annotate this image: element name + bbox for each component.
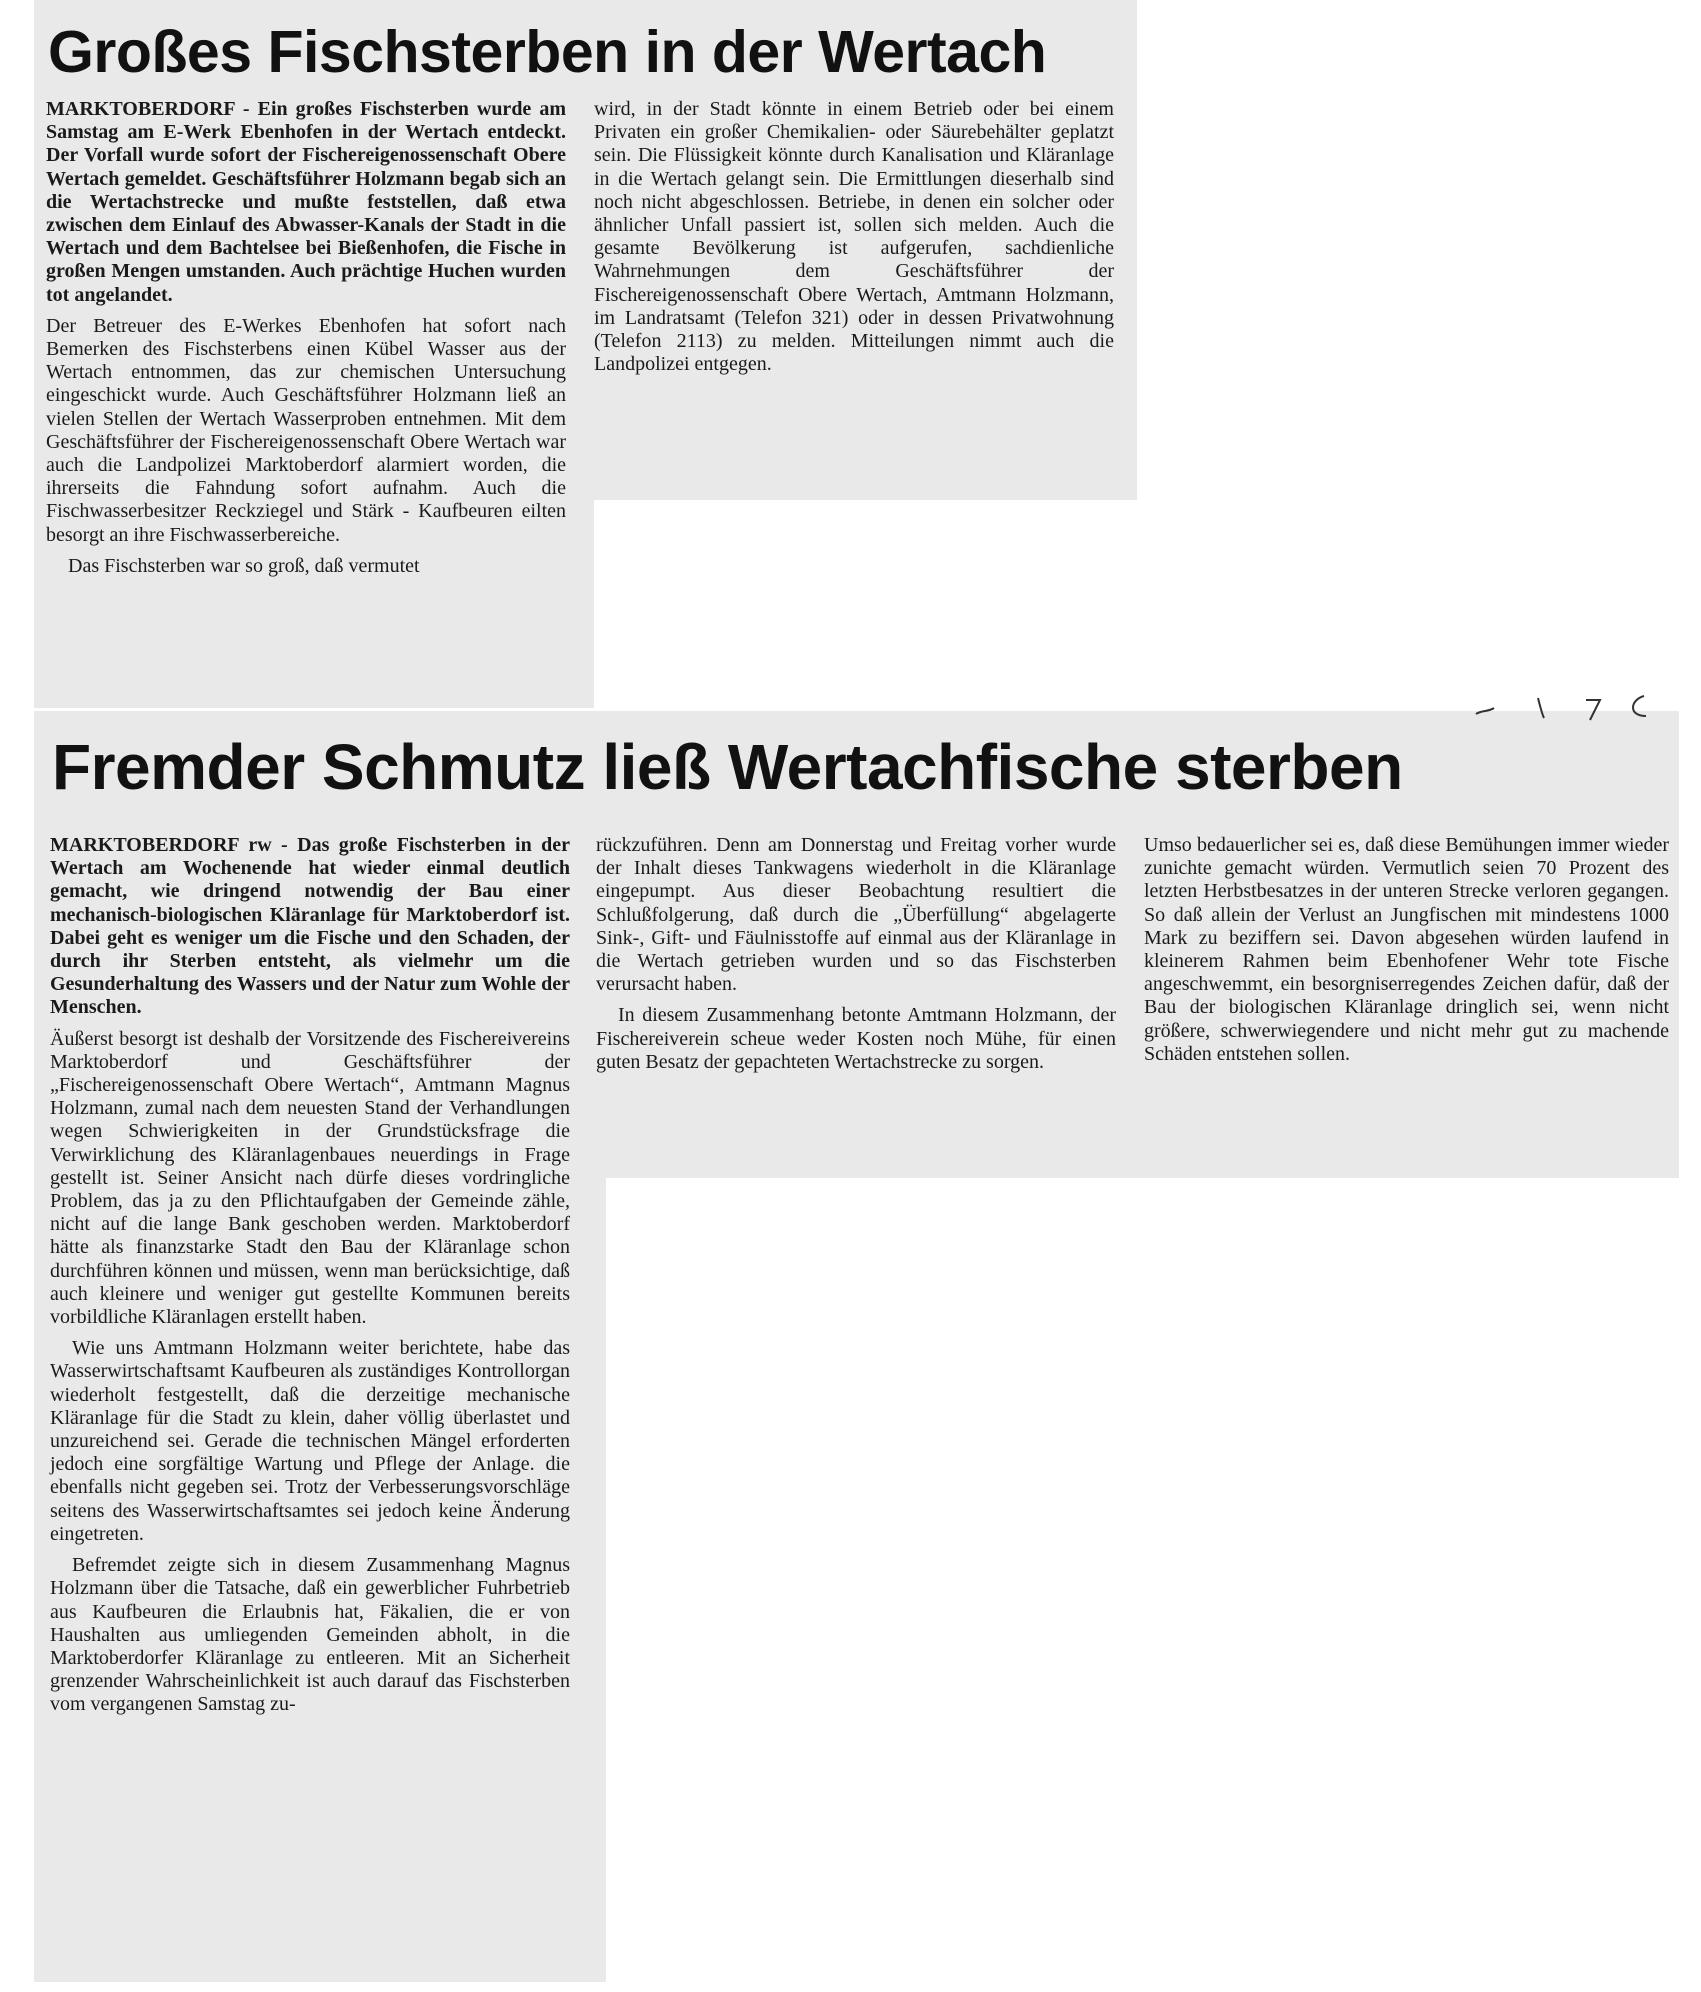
article-2-paragraph: Äußerst besorgt ist deshalb der Vorsitzende des Fischereivereins Marktoberdorf und Geschäftsführer der „Fischereigenossenschaft Obere Wertach“, Amtmann Magnus Holzmann, zumal nach dem neuesten Stand der Verhandlungen wegen Schwierigkeiten in der Grundstücksfrage die Verwirklichung des Kläranlagenbaues neuerdings in Frage gestellt ist. Seiner Ansicht nach dürfe dieses vordringliche Problem, das ja zu den Pflichtaufgaben der Gemeinde zähle, nicht auf die lange Bank geschoben werden. Marktoberdorf hätte als finanzstarke Stadt den Bau der Kläranlage schon durchführen können und müssen, wenn man berücksichtige, daß auch kleinere und weniger gut gestellte Kommunen bereits vorbildliche Kläranlagen erstellt haben. bbox=[50, 1027, 570, 1329]
handwritten-mark bbox=[1468, 692, 1658, 722]
article-1-column-2 bbox=[594, 98, 1114, 384]
article-1-paragraph: Das Fischsterben war so groß, daß vermutet bbox=[68, 554, 420, 577]
article-1-paragraph: Der Betreuer des E-Werkes Ebenhofen hat sofort nach Bemerken des Fischsterbens einen Kübel Wasser aus der Wertach entnommen, das zur chemischen Untersuchung eingeschickt wurde. Auch Geschäftsführer Holzmann ließ an vielen Stellen der Wertach Wasserproben entnehmen. Mit dem Geschäftsführer der Fischereigenossenschaft Obere Wertach war auch die Landpolizei Marktoberdorf alarmiert worden, die ihrerseits die Fahndung sofort aufnahm. Auch die Fischwasserbesitzer Reckziegel und Stärk - Kaufbeuren eilten besorgt an ihre Fischwasserbereiche. bbox=[46, 314, 566, 546]
article-1-headline: Großes Fischsterben in der Wertach bbox=[48, 19, 1047, 85]
article-2-paragraph: Umso bedauerlicher sei es, daß diese Bemühungen immer wieder zunichte gemacht würden. Vermutlich seien 70 Prozent des letzten Herbstbesatzes in der unteren Strecke verloren gegangen. So daß allein der Verlust an Jungfischen mit mindestens 1000 Mark zu beziffern sei. Davon abgesehen würden laufend in kleinerem Rahmen beim Ebenhofener Wehr tote Fische angeschwemmt, ein besorgniserregendes Zeichen dafür, daß der Bau der biologischen Kläranlage dringlich sei, wenn nicht größere, schwerwiegendere und nicht mehr gut zu machende Schäden entstehen sollen. bbox=[1144, 834, 1669, 1065]
article-2-paragraph: In diesem Zusammenhang betonte Amtmann Holzmann, der Fischereiverein scheue weder Kosten noch Mühe, für einen guten Besatz der gepachteten Wertachstrecke zu sorgen. bbox=[596, 1004, 1116, 1073]
article-2-paragraph: rückzuführen. Denn am Donnerstag und Freitag vorher wurde der Inhalt dieses Tankwagens wiederholt in die Kläranlage eingepumpt. Aus dieser Beobachtung resultiert die Schlußfolgerung, daß durch die „Überfüllung“ abgelagerte Sink-, Gift- und Fäulnisstoffe auf einmal aus der Kläranlage in die Wertach getrieben wurden und so das Fischsterben verursacht haben. bbox=[596, 834, 1116, 996]
article-1-lead: MARKTOBERDORF - Ein großes Fischsterben wurde am Samstag am E-Werk Ebenhofen in der Wertach entdeckt. Der Vorfall wurde sofort der Fischereigenossenschaft Obere Wertach gemeldet. Geschäftsführer Holzmann begab sich an die Wertachstrecke und mußte feststellen, daß etwa zwischen dem Einlauf des Abwasser-Kanals der Stadt in die Wertach und dem Bachtelsee bei Bießenhofen, die Fische in großen Mengen umstanden. Auch prächtige Huchen wurden tot angelandet. bbox=[46, 98, 566, 306]
article-2-column-3 bbox=[1144, 834, 1669, 1074]
article-1-column-1 bbox=[46, 98, 566, 586]
article-2-headline: Fremder Schmutz ließ Wertachfische sterben bbox=[52, 731, 1403, 803]
article-2-column-1 bbox=[50, 834, 570, 1725]
article-2-paragraph: Befremdet zeigte sich in diesem Zusammenhang Magnus Holzmann über die Tatsache, daß ein gewerblicher Fuhrbetrieb aus Kaufbeuren die Erlaubnis hat, Fäkalien, die er von Haushalten aus umliegenden Gemeinden abholt, in die Marktoberdorfer Kläranlage zu entleeren. Mit an Sicherheit grenzender Wahrscheinlichkeit ist auch darauf das Fischsterben vom vergangenen Samstag zu- bbox=[50, 1554, 570, 1716]
article-2-column-2 bbox=[596, 834, 1116, 1082]
article-2-paragraph: Wie uns Amtmann Holzmann weiter berichtete, habe das Wasserwirtschaftsamt Kaufbeuren als zuständiges Kontrollorgan wiederholt festgestellt, daß die derzeitige mechanische Kläranlage für die Stadt zu klein, daher völlig überlastet und unzureichend sei. Gerade die technischen Mängel erforderten jedoch eine sorgfältige Wartung und Pflege der Anlage. die ebenfalls nicht gegeben sei. Trotz der Verbesserungsvorschläge seitens des Wasserwirtschaftsamtes sei jedoch keine Änderung eingetreten. bbox=[50, 1337, 570, 1545]
article-2-lead: MARKTOBERDORF rw - Das große Fischsterben in der Wertach am Wochenende hat wieder einmal deutlich gemacht, wie dringend notwendig der Bau einer mechanisch-biologischen Kläranlage für Marktoberdorf ist. Dabei geht es weniger um die Fische und den Schaden, der durch ihr Sterben entsteht, als vielmehr um die Gesunderhaltung des Wassers und der Natur zum Wohle der Menschen. bbox=[50, 834, 570, 1019]
article-1-paragraph: wird, in der Stadt könnte in einem Betrieb oder bei einem Privaten ein großer Chemikalien- oder Säurebehälter geplatzt sein. Die Flüssigkeit könnte durch Kanalisation und Kläranlage in die Wertach gelangt sein. Die Ermittlungen dieserhalb sind noch nicht abgeschlossen. Betriebe, in denen ein solcher oder ähnlicher Unfall passiert ist, sollen sich melden. Auch die gesamte Bevölkerung ist aufgerufen, sachdienliche Wahrnehmungen dem Geschäftsführer der Fischereigenossenschaft Obere Wertach, Amtmann Holzmann, im Landratsamt (Telefon 321) oder in dessen Privatwohnung (Telefon 2113) zu melden. Mitteilungen nimmt auch die Landpolizei entgegen. bbox=[594, 98, 1114, 376]
